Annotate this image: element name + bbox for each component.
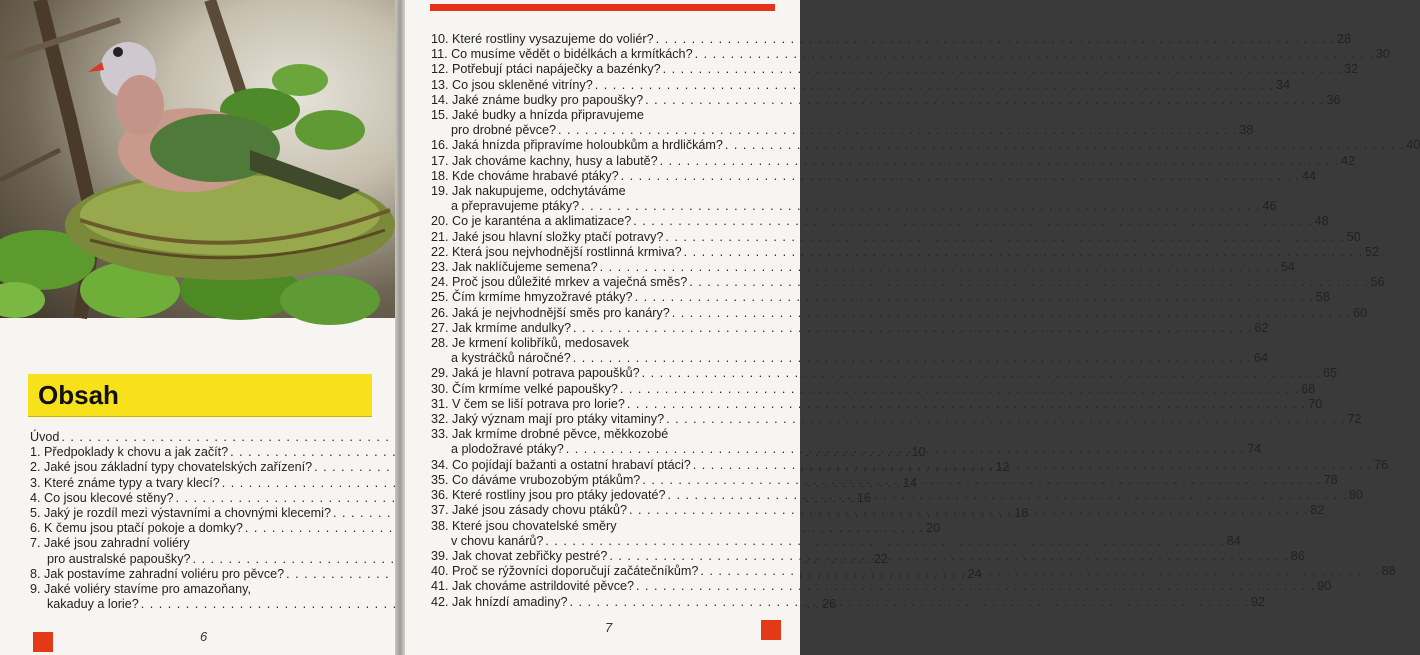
toc-entry-title: a kystráčků náročné?: [451, 351, 571, 366]
toc-entry-page: 70: [1308, 396, 1323, 411]
toc-entry-number: 3.: [30, 475, 45, 490]
toc-entry-page: 84: [1226, 533, 1241, 548]
toc-entry-page: 18: [1014, 506, 1029, 521]
toc-leader-dots: [693, 458, 1372, 473]
toc-entry-number: 14.: [431, 92, 453, 107]
toc-entry-title: Jak krmíme drobné pěvce, měkkozobé: [452, 427, 669, 442]
toc-leader-dots: [636, 579, 1315, 594]
toc-entry-page: 46: [1262, 199, 1277, 214]
book-gutter: [395, 0, 405, 655]
toc-entry-page: 52: [1364, 244, 1379, 259]
toc-entry: [431, 275, 1385, 290]
toc-entry-number: 25.: [431, 290, 453, 305]
toc-entry-page: 82: [1310, 503, 1325, 518]
toc-entry-page: 76: [1374, 457, 1389, 472]
toc-entry-number: 17.: [431, 153, 453, 168]
toc-entry-number: 6.: [30, 521, 45, 536]
toc-entry-title: Co jsou klecové stěny?: [44, 490, 174, 505]
toc-entry-title: a plodožravé ptáky?: [451, 442, 564, 457]
toc-entry-number: 38.: [431, 518, 453, 533]
toc-leader-dots: [633, 214, 1312, 229]
toc-leader-dots: [642, 366, 1321, 381]
toc-entry: [431, 92, 1341, 108]
toc-entry-title: Úvod: [30, 430, 60, 444]
toc-entry-title: K čemu jsou ptačí pokoje a domky?: [44, 521, 243, 536]
toc-leader-dots: [573, 351, 1252, 366]
toc-entry-number: 33.: [431, 427, 453, 442]
contents-heading: Obsah: [38, 380, 119, 410]
toc-entry: [431, 153, 1355, 169]
toc-leader-dots: [666, 412, 1345, 427]
toc-entry-number: 34.: [431, 457, 453, 472]
toc-entry-title: v chovu kanárů?: [451, 533, 544, 548]
toc-entry-number: 40.: [431, 564, 453, 579]
corner-marker: [33, 632, 53, 652]
toc-entry-page: 38: [1239, 123, 1254, 138]
toc-entry-title: Jaká hnízda připravíme holoubkům a hrdličkám?: [452, 138, 723, 153]
toc-leader-dots: [629, 503, 1308, 518]
toc-entry-page: 14: [903, 475, 918, 490]
toc-entry-title: Které známe typy a tvary klecí?: [44, 475, 220, 490]
toc-entry-number: 7.: [30, 536, 45, 551]
toc-leader-dots: [660, 154, 1339, 169]
toc-entry-number: 11.: [431, 47, 452, 62]
toc-entry-number: 39.: [431, 548, 453, 563]
toc-entry-page: 26: [822, 597, 837, 612]
toc-leader-dots: [621, 169, 1300, 184]
toc-entry-title: Jaké voliéry stavíme pro amazoňany,: [44, 582, 251, 597]
toc-entry-page: 62: [1254, 320, 1269, 335]
toc-entry-number: 19.: [431, 184, 453, 199]
toc-leader-dots: [672, 306, 1351, 321]
toc-entry: [431, 412, 1362, 427]
toc-entry-title: Je krmení kolibříků, medosavek: [452, 336, 630, 351]
toc-entry-title: Jaké známe budky pro papoušky?: [452, 92, 644, 107]
toc-entry: [431, 260, 1295, 275]
toc-entry-title: Co pojídají bažanti a ostatní hrabaví ptáci?: [452, 457, 691, 472]
toc-entry-page: 36: [1326, 92, 1341, 107]
toc-entry-title: Které rostliny jsou pro ptáky jedovaté?: [452, 488, 666, 503]
toc-entry-title: Jak postavíme zahradní voliéru pro pěvce?: [44, 566, 285, 581]
toc-entry-page: 88: [1381, 564, 1396, 579]
toc-entry-page: 92: [1250, 594, 1265, 609]
toc-entry-number: 30.: [431, 381, 453, 396]
toc-entry-title: Proč se rýžovníci doporučují začátečníkům?: [452, 564, 699, 579]
toc-entry-page: 90: [1317, 579, 1332, 594]
toc-entry-title: Proč jsou důležité mrkev a vaječná směs?: [452, 275, 688, 290]
toc-entry: [431, 366, 1338, 381]
toc-entry: [431, 108, 1254, 138]
toc-entry-title: Potřebují ptáci napáječky a bazénky?: [452, 62, 661, 77]
toc-leader-dots: [627, 397, 1306, 412]
toc-entry-title: Která jsou nejvhodnější rostlinná krmiva?: [452, 244, 682, 259]
toc-entry-number: 26.: [431, 305, 453, 320]
toc-entry-title: a přepravujeme ptáky?: [451, 199, 580, 214]
toc-entry-title: Které jsou chovatelské směry: [452, 518, 617, 533]
toc-entry-title: Co dáváme vrubozobým ptákům?: [452, 472, 641, 487]
toc-entry-title: Jak naklíčujeme semena?: [452, 260, 598, 275]
toc-entry-page: 10: [911, 445, 926, 460]
toc-leader-dots: [645, 93, 1324, 108]
toc-entry: [431, 336, 1269, 366]
page-number: 7: [605, 620, 613, 635]
toc-entry-number: 21.: [431, 229, 453, 244]
toc-entry: [431, 32, 1351, 47]
toc-entry: [431, 396, 1323, 412]
toc-entry-page: 40: [1406, 138, 1420, 153]
toc-leader-dots: [600, 260, 1279, 275]
toc-leader-dots: [609, 549, 1288, 564]
toc-entry-number: 15.: [431, 108, 453, 123]
toc-entry-title: V čem se liší potrava pro lorie?: [452, 396, 625, 411]
toc-entry-number: 16.: [431, 138, 453, 153]
toc-entry-page: 16: [856, 490, 871, 505]
toc-leader-dots: [695, 47, 1374, 62]
toc-leader-dots: [663, 62, 1342, 77]
page-number: 6: [200, 629, 208, 644]
toc-entry-page: 28: [1336, 32, 1351, 46]
toc-entry-number: 31.: [431, 396, 453, 411]
toc-entry-page: 30: [1375, 47, 1390, 62]
toc-entry-number: 8.: [30, 566, 45, 581]
toc-entry-page: 68: [1301, 381, 1316, 396]
toc-entry-title: Kde chováme hrabavé ptáky?: [452, 168, 619, 183]
toc-entry-title: Jaký je rozdíl mezi výstavními a chovnými klecemi?: [44, 506, 331, 521]
toc-leader-dots: [642, 473, 1321, 488]
toc-leader-dots: [689, 275, 1368, 290]
toc-entry-title: Jaká je nejvhodnější směs pro kanáry?: [452, 305, 670, 320]
toc-entry-page: 22: [873, 551, 888, 566]
toc-entry: [431, 305, 1368, 321]
toc-entry-title: pro australské papoušky?: [47, 551, 191, 566]
toc-entry: [431, 138, 1420, 153]
toc-entry-title: Co musíme vědět o bidélkách a krmítkách?: [451, 47, 693, 62]
toc-entry-number: 28.: [431, 336, 453, 351]
toc-entry-page: 32: [1344, 62, 1359, 77]
toc-entry-title: Jaké jsou základní typy chovatelských zařízení?: [44, 460, 313, 475]
toc-entry: [431, 244, 1379, 260]
toc-entry-page: 64: [1254, 351, 1269, 366]
toc-entry-title: Jaké budky a hnízda připravujeme: [452, 108, 644, 123]
toc-entry-page: 72: [1347, 412, 1362, 427]
toc-entry-title: Předpoklady k chovu a jak začít?: [44, 445, 229, 460]
toc-entry-page: 58: [1315, 290, 1330, 305]
toc-entry-number: 42.: [431, 594, 453, 609]
toc-leader-dots: [581, 199, 1260, 214]
toc-entry-title: Jak nakupujeme, odchytáváme: [452, 184, 626, 199]
toc-entry-number: 9.: [30, 582, 45, 597]
toc-entry-title: Jak krmíme andulky?: [452, 320, 571, 335]
toc-leader-dots: [566, 442, 1245, 457]
toc-entry-page: 12: [995, 460, 1010, 475]
toc-leader-dots: [558, 123, 1237, 138]
toc-entry-title: Jaká je hlavní potrava papoušků?: [452, 366, 640, 381]
toc-entry-title: Jak chovat zebřičky pestré?: [452, 548, 608, 563]
toc-leader-dots: [665, 230, 1344, 245]
toc-entry-number: 37.: [431, 503, 453, 518]
toc-leader-dots: [725, 138, 1404, 153]
toc-entry-number: 23.: [431, 260, 453, 275]
toc-entry-title: Jak hnízdí amadiny?: [452, 594, 568, 609]
toc-leader-dots: [684, 245, 1363, 260]
toc-entry: [431, 168, 1316, 184]
toc-leader-dots: [635, 290, 1314, 305]
toc-entry: [431, 214, 1329, 229]
toc-entry-number: 32.: [431, 412, 453, 427]
toc-entry-number: 29.: [431, 366, 453, 381]
toc-entry-page: 80: [1348, 488, 1363, 503]
toc-entry-page: 56: [1370, 275, 1385, 290]
toc-leader-dots: [620, 382, 1299, 397]
toc-entry-number: 35.: [431, 472, 453, 487]
right-page-surface: [405, 0, 1420, 655]
toc-entry-number: 20.: [431, 214, 453, 229]
toc-entry: [431, 229, 1361, 245]
toc-leader-dots: [700, 564, 1379, 579]
toc-entry: [431, 320, 1269, 336]
toc-entry-number: 18.: [431, 168, 453, 183]
toc-entry: [431, 381, 1316, 397]
toc-entry: [431, 47, 1390, 62]
toc-entry-title: Jaké jsou zahradní voliéry: [44, 536, 190, 551]
toc-entry-number: 24.: [431, 275, 453, 290]
toc-entry-number: 13.: [431, 77, 453, 92]
toc-entry-page: 65: [1323, 366, 1338, 381]
toc-entry-page: 24: [967, 566, 982, 581]
toc-leader-dots: [595, 78, 1274, 93]
toc-leader-dots: [668, 488, 1347, 503]
toc-entry-page: 50: [1346, 229, 1361, 244]
toc-leader-dots: [545, 534, 1224, 549]
toc-entry-number: 10.: [431, 32, 453, 46]
toc-entry-number: 1.: [30, 445, 45, 460]
toc-entry: [30, 430, 376, 445]
toc-entry-page: 78: [1323, 472, 1338, 487]
toc-entry: [431, 579, 1332, 594]
contents-heading-bar: [28, 374, 372, 417]
toc-entry-page: 42: [1340, 153, 1355, 168]
toc-entry-number: 4.: [30, 490, 45, 505]
toc-entry-number: 22.: [431, 244, 453, 259]
toc-entry: [431, 184, 1277, 214]
top-rule: [430, 4, 775, 11]
toc-entry-page: 54: [1280, 260, 1295, 275]
dove-nest-illustration: [0, 0, 395, 318]
toc-entry-page: 34: [1276, 77, 1291, 92]
toc-entry-title: Jaké jsou zásady chovu ptáků?: [452, 503, 628, 518]
toc-leader-dots: [570, 595, 1249, 610]
toc-leader-dots: [656, 32, 1335, 47]
toc-entry-title: kakaduy a lorie?: [47, 597, 139, 612]
toc-entry-page: 48: [1314, 214, 1329, 229]
toc-entry-page: 86: [1290, 548, 1305, 563]
toc-entry-title: Čím krmíme velké papoušky?: [452, 381, 618, 396]
toc-entry-title: Čím krmíme hmyzožravé ptáky?: [452, 290, 633, 305]
toc-entry-number: 27.: [431, 320, 453, 335]
toc-entry-number: 2.: [30, 460, 45, 475]
corner-marker: [761, 620, 781, 640]
toc-entry: [431, 77, 1291, 93]
dove-nest-photo: [0, 0, 395, 318]
toc-entry-page: 44: [1301, 168, 1316, 183]
toc-entry-number: 12.: [431, 62, 453, 77]
toc-entry-title: Jak chováme astrildovité pěvce?: [452, 579, 635, 594]
toc-entry: [431, 62, 1359, 77]
toc-entry-page: 20: [926, 521, 941, 536]
toc-entry-title: Co je karanténa a aklimatizace?: [452, 214, 632, 229]
toc-entry-title: Které rostliny vysazujeme do voliér?: [452, 32, 654, 46]
toc-entry: [431, 290, 1330, 305]
toc-entry-title: Jaké jsou hlavní složky ptačí potravy?: [452, 229, 664, 244]
toc-entry-title: Co jsou skleněné vitríny?: [452, 77, 593, 92]
toc-entry-number: 5.: [30, 506, 45, 521]
toc-entry-title: Jak chováme kachny, husy a labutě?: [452, 153, 658, 168]
toc-leader-dots: [573, 321, 1252, 336]
toc-entry-title: pro drobné pěvce?: [451, 123, 557, 138]
toc-right: [431, 32, 1420, 610]
toc-entry-page: 74: [1247, 442, 1262, 457]
toc-entry-number: 41.: [431, 579, 453, 594]
toc-entry-page: 60: [1353, 305, 1368, 320]
toc-entry-title: Jaký význam mají pro ptáky vitaminy?: [452, 412, 665, 427]
toc-entry-number: 36.: [431, 488, 453, 503]
